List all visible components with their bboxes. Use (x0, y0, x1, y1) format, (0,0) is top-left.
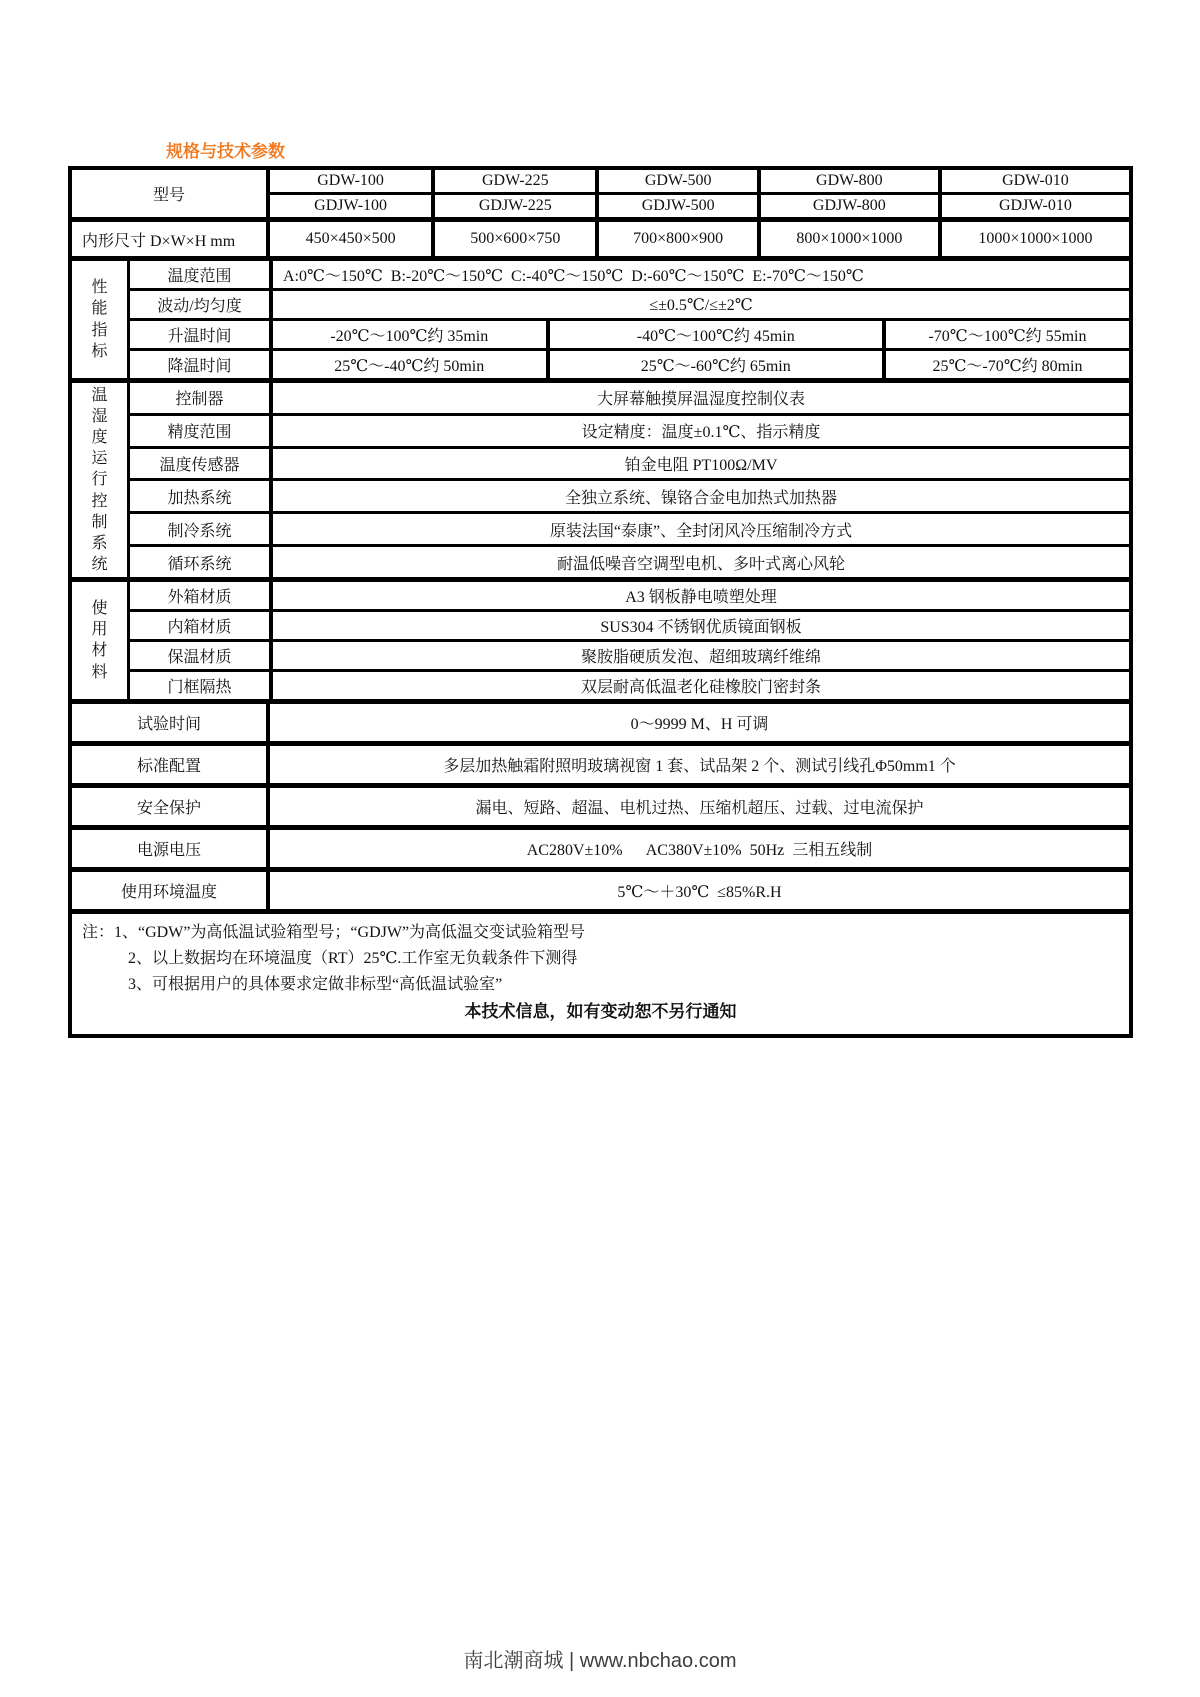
door-seal-value: 双层耐高低温老化硅橡胶门密封条 (269, 672, 1129, 699)
cooldown-cell: 25℃～-70℃约 80min (882, 351, 1129, 378)
cooldown-cell: 25℃～-60℃约 65min (546, 351, 882, 378)
sensor-row (127, 446, 1129, 479)
outer-box-value: A3 钢板静电喷塑处理 (269, 582, 1129, 609)
fluctuation-label: 波动/均匀度 (127, 291, 269, 318)
power-supply-value: AC280V±10% AC380V±10% 50Hz 三相五线制 (266, 830, 1129, 867)
heating-system-label: 加热系统 (127, 481, 269, 511)
model-cell: GDW-010 (938, 170, 1129, 192)
heatup-cell: -70℃～100℃约 55min (882, 321, 1129, 348)
ambient-temp-label: 使用环境温度 (120, 883, 217, 901)
ambient-temp-row (72, 867, 1129, 909)
model-row (72, 170, 1129, 217)
model-cell: GDW-500 (595, 170, 756, 192)
cooldown-cell: 25℃～-40℃约 50min (269, 351, 546, 378)
door-seal-row (127, 669, 1129, 699)
cooldown-row (127, 348, 1129, 378)
model-cell: GDJW-800 (757, 195, 938, 217)
heatup-row (127, 318, 1129, 348)
control-system-section (72, 378, 1129, 577)
insulation-label: 保温材质 (127, 642, 269, 669)
accuracy-value: 设定精度：温度±0.1℃、指示精度 (269, 416, 1129, 446)
safety-protection-row (72, 783, 1129, 825)
ambient-temp-value: 5℃～＋30℃ ≤85%R.H (266, 872, 1129, 909)
dimensions-cell: 700×800×900 (595, 222, 756, 256)
standard-config-row (72, 741, 1129, 783)
sensor-value: 铂金电阻 PT100Ω/MV (269, 449, 1129, 479)
controller-value: 大屏幕触摸屏温湿度控制仪表 (269, 383, 1129, 413)
notes-block (72, 909, 1129, 1034)
model-cell: GDJW-500 (595, 195, 756, 217)
heatup-cell: -40℃～100℃约 45min (546, 321, 882, 348)
inner-box-row (127, 609, 1129, 639)
circulation-system-value: 耐温低噪音空调型电机、多叶式离心风轮 (269, 547, 1129, 577)
note-line-1: 注：1、“GDW”为高低温试验箱型号；“GDJW”为高低温交变试验箱型号 (82, 923, 586, 941)
safety-protection-value: 漏电、短路、超温、电机过热、压缩机超压、过载、过电流保护 (266, 788, 1129, 825)
model-cell: GDW-100 (266, 170, 431, 192)
inner-box-label: 内箱材质 (127, 612, 269, 639)
dimensions-cell: 1000×1000×1000 (938, 222, 1129, 256)
standard-config-value: 多层加热触霜附照明玻璃视窗 1 套、试品架 2 个、测试引线孔Φ50mm1 个 (266, 746, 1129, 783)
heatup-cell: -20℃～100℃约 35min (269, 321, 546, 348)
controller-label: 控制器 (127, 383, 269, 413)
safety-protection-label: 安全保护 (136, 799, 201, 817)
power-supply-label: 电源电压 (136, 841, 201, 859)
performance-section-label: 性能指标 (91, 279, 108, 360)
cooling-system-value: 原装法国“泰康”、全封闭风冷压缩制冷方式 (269, 514, 1129, 544)
site-footer: 南北潮商城 | www.nbchao.com (463, 1650, 737, 1672)
materials-rows (127, 582, 1129, 699)
performance-rows (127, 261, 1129, 378)
note-line-2: 2、以上数据均在环境温度（RT）25℃.工作室无负载条件下测得 (128, 949, 578, 967)
test-time-row (72, 699, 1129, 741)
dimensions-row (72, 217, 1129, 256)
insulation-row (127, 639, 1129, 669)
cooldown-label: 降温时间 (127, 351, 269, 378)
dimensions-cell: 450×450×500 (266, 222, 431, 256)
temp-range-row (127, 261, 1129, 288)
inner-box-value: SUS304 不锈钢优质镜面钢板 (269, 612, 1129, 639)
model-cell: GDW-225 (431, 170, 595, 192)
dimensions-label: 内形尺寸 D×W×H mm (82, 232, 236, 250)
page-title: 规格与技术参数 (166, 142, 285, 161)
materials-section-label: 使用材料 (91, 600, 108, 681)
standard-config-label: 标准配置 (136, 757, 201, 775)
model-gdw-subrow (266, 170, 1129, 192)
outer-box-label: 外箱材质 (127, 582, 269, 609)
note-bold-line: 本技术信息，如有变动恕不另行通知 (464, 1001, 737, 1021)
dimensions-cell: 800×1000×1000 (757, 222, 938, 256)
temp-range-label: 温度范围 (127, 261, 269, 288)
outer-box-row (127, 582, 1129, 609)
power-supply-row (72, 825, 1129, 867)
door-seal-label: 门框隔热 (127, 672, 269, 699)
dimensions-cell: 500×600×750 (431, 222, 595, 256)
heating-system-row (127, 478, 1129, 511)
fluctuation-value: ≤±0.5℃/≤±2℃ (269, 291, 1129, 318)
model-row-label: 型号 (152, 187, 185, 204)
cooling-system-label: 制冷系统 (127, 514, 269, 544)
control-system-section-label: 温湿度运行控制系统 (91, 387, 108, 573)
test-time-value: 0～9999 M、H 可调 (266, 704, 1129, 741)
model-cell: GDW-800 (757, 170, 938, 192)
circulation-system-row (127, 544, 1129, 577)
fluctuation-row (127, 288, 1129, 318)
sensor-label: 温度传感器 (127, 449, 269, 479)
materials-section (72, 577, 1129, 699)
insulation-value: 聚胺脂硬质发泡、超细玻璃纤维绵 (269, 642, 1129, 669)
cooling-system-row (127, 511, 1129, 544)
model-cell: GDJW-100 (266, 195, 431, 217)
heating-system-value: 全独立系统、镍铬合金电加热式加热器 (269, 481, 1129, 511)
model-cell: GDJW-225 (431, 195, 595, 217)
test-time-label: 试验时间 (136, 715, 201, 733)
controller-row (127, 383, 1129, 413)
circulation-system-label: 循环系统 (127, 547, 269, 577)
heatup-label: 升温时间 (127, 321, 269, 348)
note-line-3: 3、可根据用户的具体要求定做非标型“高低温试验室” (128, 975, 503, 993)
performance-section (72, 256, 1129, 378)
control-system-rows (127, 383, 1129, 577)
accuracy-row (127, 413, 1129, 446)
model-cell: GDJW-010 (938, 195, 1129, 217)
model-row-values (266, 170, 1129, 217)
accuracy-label: 精度范围 (127, 416, 269, 446)
spec-table (68, 166, 1133, 1038)
temp-range-value: A:0℃～150℃ B:-20℃～150℃ C:-40℃～150℃ D:-60℃～150℃ E:-70℃～150℃ (269, 261, 1129, 288)
model-gdjw-subrow (266, 192, 1129, 217)
